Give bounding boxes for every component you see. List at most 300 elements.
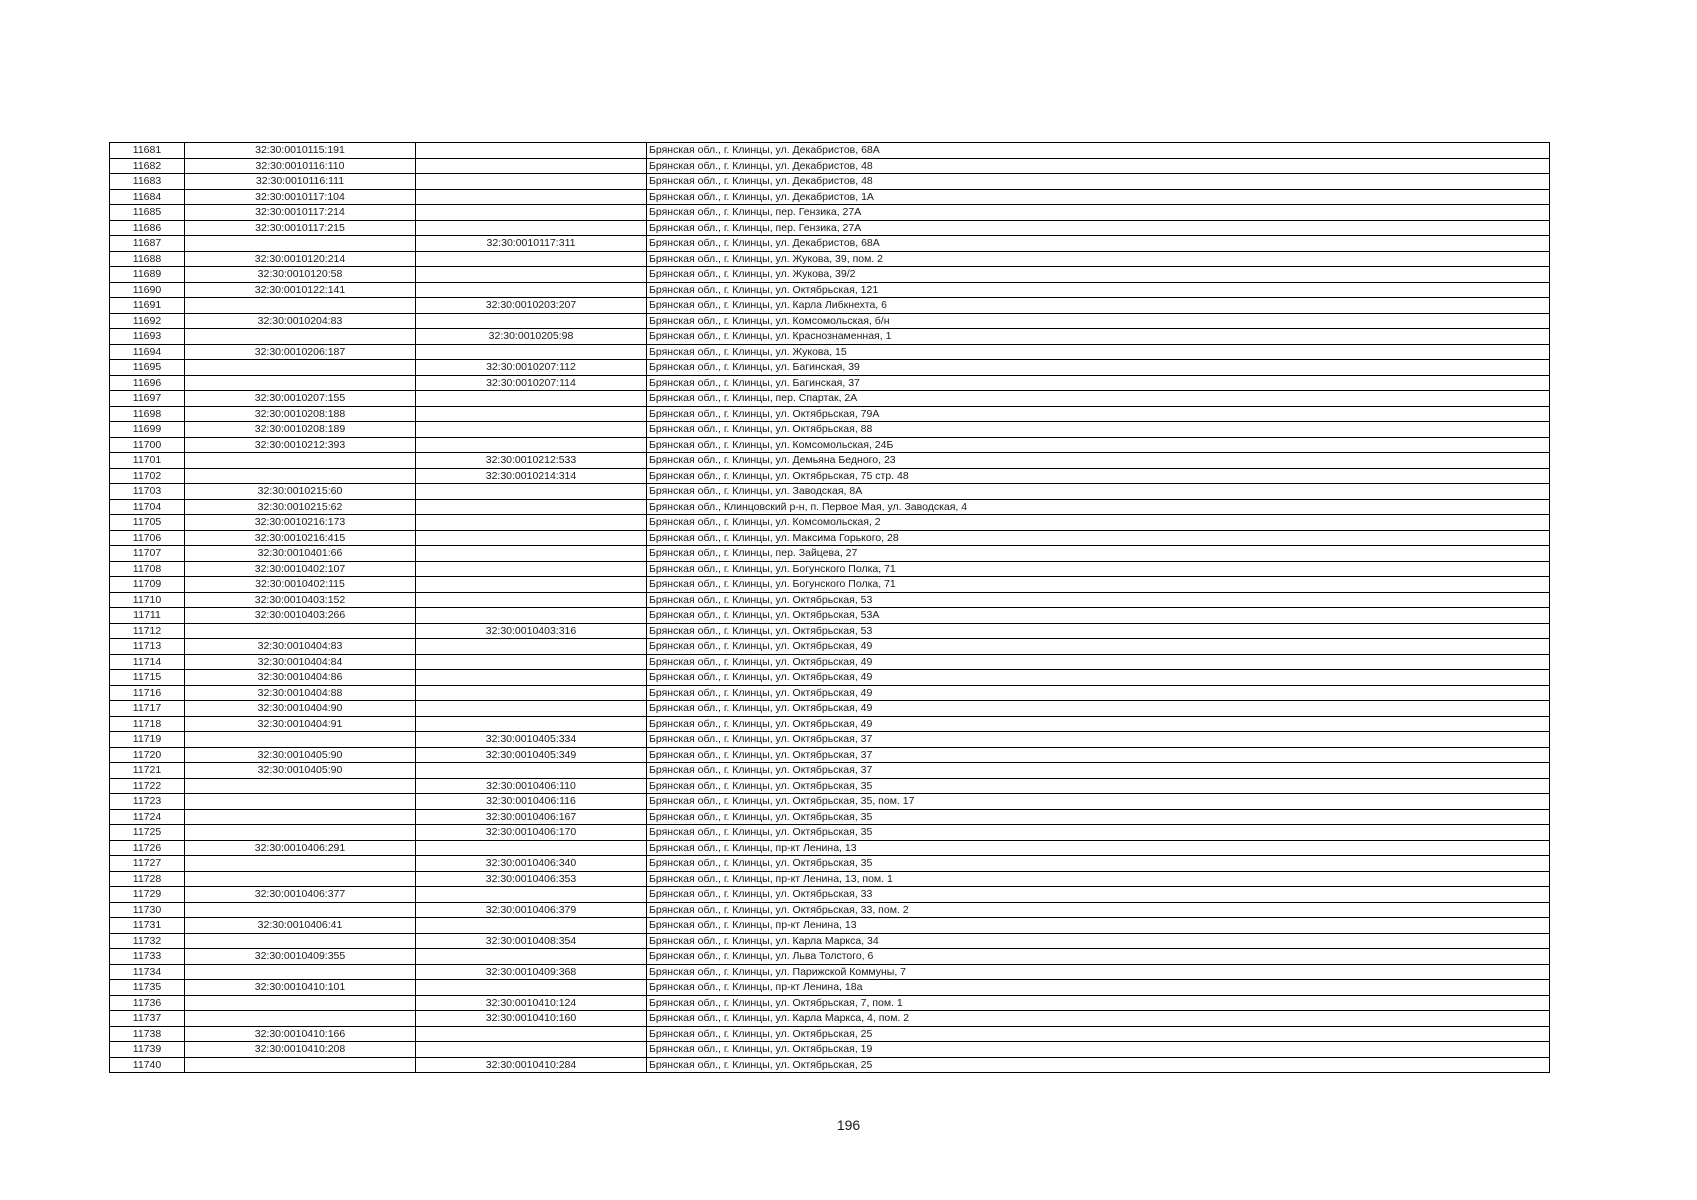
cadastral-number-cell: [185, 732, 416, 748]
address-cell: Брянская обл., г. Клинцы, ул. Богунского Полка, 71: [647, 577, 1550, 593]
row-number-cell: 11681: [110, 143, 185, 159]
table-row: [110, 654, 1550, 670]
address-cell: Брянская обл., г. Клинцы, ул. Декабристов, 48: [647, 174, 1550, 190]
address-cell: Брянская обл., г. Клинцы, ул. Демьяна Бедного, 23: [647, 453, 1550, 469]
building-cadastral-number-cell: [416, 980, 647, 996]
building-cadastral-number-cell: 32:30:0010405:334: [416, 732, 647, 748]
cadastral-number-cell: [185, 964, 416, 980]
table-row: [110, 747, 1550, 763]
cadastral-number-cell: 32:30:0010204:83: [185, 313, 416, 329]
address-cell: Брянская обл., г. Клинцы, ул. Октябрьская, 79А: [647, 406, 1550, 422]
address-cell: Брянская обл., г. Клинцы, ул. Карла Маркса, 4, пом. 2: [647, 1011, 1550, 1027]
building-cadastral-number-cell: [416, 251, 647, 267]
building-cadastral-number-cell: [416, 592, 647, 608]
building-cadastral-number-cell: [416, 670, 647, 686]
address-cell: Брянская обл., г. Клинцы, ул. Октябрьская, 121: [647, 282, 1550, 298]
table-row: [110, 639, 1550, 655]
table-row: [110, 251, 1550, 267]
row-number-cell: 11684: [110, 189, 185, 205]
building-cadastral-number-cell: [416, 282, 647, 298]
building-cadastral-number-cell: [416, 267, 647, 283]
building-cadastral-number-cell: [416, 499, 647, 515]
building-cadastral-number-cell: [416, 716, 647, 732]
table-row: [110, 871, 1550, 887]
address-cell: Брянская обл., г. Клинцы, пр-кт Ленина, 13: [647, 918, 1550, 934]
row-number-cell: 11713: [110, 639, 185, 655]
row-number-cell: 11736: [110, 995, 185, 1011]
address-cell: Брянская обл., г. Клинцы, ул. Октябрьская, 49: [647, 701, 1550, 717]
cadastral-number-cell: [185, 995, 416, 1011]
building-cadastral-number-cell: [416, 143, 647, 159]
cadastral-number-cell: 32:30:0010404:91: [185, 716, 416, 732]
address-cell: Брянская обл., г. Клинцы, ул. Октябрьская, 35, пом. 17: [647, 794, 1550, 810]
cadastral-number-cell: 32:30:0010405:90: [185, 747, 416, 763]
building-cadastral-number-cell: [416, 422, 647, 438]
cadastral-number-cell: 32:30:0010117:104: [185, 189, 416, 205]
building-cadastral-number-cell: 32:30:0010406:340: [416, 856, 647, 872]
table-row: [110, 685, 1550, 701]
row-number-cell: 11722: [110, 778, 185, 794]
table-row: [110, 561, 1550, 577]
building-cadastral-number-cell: [416, 1042, 647, 1058]
building-cadastral-number-cell: [416, 685, 647, 701]
address-cell: Брянская обл., г. Клинцы, ул. Октябрьская, 33, пом. 2: [647, 902, 1550, 918]
row-number-cell: 11731: [110, 918, 185, 934]
row-number-cell: 11695: [110, 360, 185, 376]
building-cadastral-number-cell: [416, 158, 647, 174]
cadastral-number-cell: 32:30:0010405:90: [185, 763, 416, 779]
address-cell: Брянская обл., г. Клинцы, пр-кт Ленина, 13, пом. 1: [647, 871, 1550, 887]
row-number-cell: 11707: [110, 546, 185, 562]
table-row: [110, 1057, 1550, 1073]
table-row: [110, 577, 1550, 593]
cadastral-number-cell: 32:30:0010404:84: [185, 654, 416, 670]
address-cell: Брянская обл., г. Клинцы, ул. Октябрьская, 49: [647, 639, 1550, 655]
row-number-cell: 11739: [110, 1042, 185, 1058]
row-number-cell: 11716: [110, 685, 185, 701]
row-number-cell: 11710: [110, 592, 185, 608]
address-cell: Брянская обл., г. Клинцы, ул. Октябрьская, 33: [647, 887, 1550, 903]
cadastral-number-cell: [185, 871, 416, 887]
row-number-cell: 11720: [110, 747, 185, 763]
row-number-cell: 11733: [110, 949, 185, 965]
row-number-cell: 11712: [110, 623, 185, 639]
cadastral-number-cell: [185, 375, 416, 391]
cadastral-number-cell: [185, 623, 416, 639]
table-row: [110, 856, 1550, 872]
address-cell: Брянская обл., г. Клинцы, пер. Спартак, 2А: [647, 391, 1550, 407]
row-number-cell: 11693: [110, 329, 185, 345]
address-cell: Брянская обл., г. Клинцы, ул. Багинская, 37: [647, 375, 1550, 391]
cadastral-number-cell: 32:30:0010404:88: [185, 685, 416, 701]
building-cadastral-number-cell: 32:30:0010409:368: [416, 964, 647, 980]
building-cadastral-number-cell: [416, 887, 647, 903]
row-number-cell: 11706: [110, 530, 185, 546]
address-cell: Брянская обл., г. Клинцы, ул. Октябрьская, 37: [647, 747, 1550, 763]
cadastral-number-cell: [185, 856, 416, 872]
register-table-body: [110, 143, 1550, 1073]
table-row: [110, 716, 1550, 732]
table-row: [110, 236, 1550, 252]
cadastral-number-cell: 32:30:0010208:188: [185, 406, 416, 422]
building-cadastral-number-cell: [416, 949, 647, 965]
row-number-cell: 11686: [110, 220, 185, 236]
row-number-cell: 11724: [110, 809, 185, 825]
cadastral-number-cell: 32:30:0010115:191: [185, 143, 416, 159]
table-row: [110, 670, 1550, 686]
address-cell: Брянская обл., г. Клинцы, ул. Октябрьская, 25: [647, 1026, 1550, 1042]
row-number-cell: 11694: [110, 344, 185, 360]
cadastral-number-cell: 32:30:0010216:415: [185, 530, 416, 546]
table-row: [110, 375, 1550, 391]
table-row: [110, 344, 1550, 360]
address-cell: Брянская обл., г. Клинцы, ул. Октябрьская, 37: [647, 763, 1550, 779]
address-cell: Брянская обл., г. Клинцы, ул. Карла Либкнехта, 6: [647, 298, 1550, 314]
table-row: [110, 406, 1550, 422]
address-cell: Брянская обл., г. Клинцы, ул. Багинская, 39: [647, 360, 1550, 376]
table-row: [110, 205, 1550, 221]
building-cadastral-number-cell: [416, 654, 647, 670]
address-cell: Брянская обл., г. Клинцы, ул. Декабристов, 68А: [647, 143, 1550, 159]
table-row: [110, 608, 1550, 624]
address-cell: Брянская обл., г. Клинцы, ул. Октябрьская, 25: [647, 1057, 1550, 1073]
table-row: [110, 391, 1550, 407]
table-row: [110, 282, 1550, 298]
cadastral-number-cell: 32:30:0010122:141: [185, 282, 416, 298]
row-number-cell: 11688: [110, 251, 185, 267]
table-row: [110, 592, 1550, 608]
address-cell: Брянская обл., г. Клинцы, ул. Комсомольская, б/н: [647, 313, 1550, 329]
building-cadastral-number-cell: 32:30:0010403:316: [416, 623, 647, 639]
building-cadastral-number-cell: 32:30:0010212:533: [416, 453, 647, 469]
address-cell: Брянская обл., г. Клинцы, ул. Октябрьская, 75 стр. 48: [647, 468, 1550, 484]
building-cadastral-number-cell: [416, 1026, 647, 1042]
table-row: [110, 763, 1550, 779]
address-cell: Брянская обл., г. Клинцы, ул. Льва Толстого, 6: [647, 949, 1550, 965]
table-row: [110, 1026, 1550, 1042]
address-cell: Брянская обл., г. Клинцы, ул. Комсомольская, 24Б: [647, 437, 1550, 453]
building-cadastral-number-cell: 32:30:0010408:354: [416, 933, 647, 949]
row-number-cell: 11717: [110, 701, 185, 717]
cadastral-number-cell: 32:30:0010208:189: [185, 422, 416, 438]
building-cadastral-number-cell: [416, 530, 647, 546]
table-row: [110, 267, 1550, 283]
row-number-cell: 11734: [110, 964, 185, 980]
cadastral-number-cell: 32:30:0010410:101: [185, 980, 416, 996]
row-number-cell: 11719: [110, 732, 185, 748]
table-row: [110, 189, 1550, 205]
table-row: [110, 732, 1550, 748]
cadastral-number-cell: [185, 778, 416, 794]
address-cell: Брянская обл., г. Клинцы, ул. Октябрьская, 19: [647, 1042, 1550, 1058]
cadastral-number-cell: [185, 933, 416, 949]
address-cell: Брянская обл., г. Клинцы, ул. Комсомольская, 2: [647, 515, 1550, 531]
address-cell: Брянская обл., г. Клинцы, ул. Октябрьская, 53А: [647, 608, 1550, 624]
table-row: [110, 360, 1550, 376]
table-row: [110, 794, 1550, 810]
address-cell: Брянская обл., г. Клинцы, пер. Гензика, 27А: [647, 205, 1550, 221]
table-row: [110, 902, 1550, 918]
row-number-cell: 11697: [110, 391, 185, 407]
cadastral-number-cell: [185, 825, 416, 841]
row-number-cell: 11737: [110, 1011, 185, 1027]
table-row: [110, 701, 1550, 717]
table-row: [110, 453, 1550, 469]
building-cadastral-number-cell: 32:30:0010207:112: [416, 360, 647, 376]
address-cell: Брянская обл., г. Клинцы, ул. Октябрьская, 53: [647, 592, 1550, 608]
cadastral-number-cell: 32:30:0010117:215: [185, 220, 416, 236]
address-cell: Брянская обл., г. Клинцы, ул. Октябрьская, 49: [647, 685, 1550, 701]
table-row: [110, 825, 1550, 841]
row-number-cell: 11699: [110, 422, 185, 438]
table-row: [110, 1011, 1550, 1027]
address-cell: Брянская обл., г. Клинцы, ул. Октябрьская, 37: [647, 732, 1550, 748]
building-cadastral-number-cell: 32:30:0010410:160: [416, 1011, 647, 1027]
table-row: [110, 933, 1550, 949]
cadastral-number-cell: 32:30:0010215:60: [185, 484, 416, 500]
cadastral-number-cell: [185, 360, 416, 376]
cadastral-number-cell: 32:30:0010206:187: [185, 344, 416, 360]
row-number-cell: 11683: [110, 174, 185, 190]
cadastral-number-cell: 32:30:0010403:152: [185, 592, 416, 608]
row-number-cell: 11704: [110, 499, 185, 515]
row-number-cell: 11711: [110, 608, 185, 624]
address-cell: Брянская обл., г. Клинцы, ул. Октябрьская, 35: [647, 809, 1550, 825]
table-row: [110, 329, 1550, 345]
row-number-cell: 11723: [110, 794, 185, 810]
table-row: [110, 918, 1550, 934]
table-row: [110, 778, 1550, 794]
row-number-cell: 11685: [110, 205, 185, 221]
cadastral-number-cell: 32:30:0010406:291: [185, 840, 416, 856]
cadastral-number-cell: 32:30:0010404:83: [185, 639, 416, 655]
row-number-cell: 11735: [110, 980, 185, 996]
cadastral-number-cell: [185, 298, 416, 314]
address-cell: Брянская обл., г. Клинцы, ул. Октябрьская, 53: [647, 623, 1550, 639]
cadastral-number-cell: 32:30:0010212:393: [185, 437, 416, 453]
address-cell: Брянская обл., г. Клинцы, ул. Богунского Полка, 71: [647, 561, 1550, 577]
building-cadastral-number-cell: [416, 205, 647, 221]
row-number-cell: 11732: [110, 933, 185, 949]
building-cadastral-number-cell: [416, 484, 647, 500]
table-row: [110, 887, 1550, 903]
table-row: [110, 980, 1550, 996]
table-row: [110, 530, 1550, 546]
building-cadastral-number-cell: 32:30:0010406:116: [416, 794, 647, 810]
address-cell: Брянская обл., г. Клинцы, пер. Зайцева, 27: [647, 546, 1550, 562]
building-cadastral-number-cell: 32:30:0010205:98: [416, 329, 647, 345]
table-row: [110, 949, 1550, 965]
property-register-table: [109, 142, 1550, 1073]
row-number-cell: 11721: [110, 763, 185, 779]
building-cadastral-number-cell: [416, 515, 647, 531]
address-cell: Брянская обл., г. Клинцы, ул. Октябрьская, 35: [647, 825, 1550, 841]
building-cadastral-number-cell: [416, 608, 647, 624]
address-cell: Брянская обл., г. Клинцы, ул. Заводская, 8А: [647, 484, 1550, 500]
address-cell: Брянская обл., г. Клинцы, ул. Октябрьская, 49: [647, 716, 1550, 732]
table-row: [110, 468, 1550, 484]
row-number-cell: 11690: [110, 282, 185, 298]
address-cell: Брянская обл., г. Клинцы, ул. Парижской Коммуны, 7: [647, 964, 1550, 980]
address-cell: Брянская обл., г. Клинцы, ул. Декабристов, 68А: [647, 236, 1550, 252]
building-cadastral-number-cell: 32:30:0010406:167: [416, 809, 647, 825]
table-row: [110, 995, 1550, 1011]
building-cadastral-number-cell: [416, 189, 647, 205]
building-cadastral-number-cell: [416, 763, 647, 779]
cadastral-number-cell: [185, 236, 416, 252]
building-cadastral-number-cell: [416, 391, 647, 407]
row-number-cell: 11740: [110, 1057, 185, 1073]
cadastral-number-cell: 32:30:0010404:90: [185, 701, 416, 717]
cadastral-number-cell: [185, 1011, 416, 1027]
address-cell: Брянская обл., г. Клинцы, ул. Краснознаменная, 1: [647, 329, 1550, 345]
table-row: [110, 546, 1550, 562]
address-cell: Брянская обл., г. Клинцы, ул. Октябрьская, 88: [647, 422, 1550, 438]
table-row: [110, 437, 1550, 453]
address-cell: Брянская обл., г. Клинцы, пр-кт Ленина, 13: [647, 840, 1550, 856]
table-row: [110, 964, 1550, 980]
building-cadastral-number-cell: [416, 701, 647, 717]
address-cell: Брянская обл., г. Клинцы, ул. Карла Маркса, 34: [647, 933, 1550, 949]
cadastral-number-cell: 32:30:0010116:110: [185, 158, 416, 174]
cadastral-number-cell: 32:30:0010120:214: [185, 251, 416, 267]
table-row: [110, 515, 1550, 531]
cadastral-number-cell: 32:30:0010216:173: [185, 515, 416, 531]
table-row: [110, 220, 1550, 236]
row-number-cell: 11730: [110, 902, 185, 918]
cadastral-number-cell: [185, 902, 416, 918]
row-number-cell: 11689: [110, 267, 185, 283]
building-cadastral-number-cell: 32:30:0010406:110: [416, 778, 647, 794]
table-row: [110, 174, 1550, 190]
row-number-cell: 11728: [110, 871, 185, 887]
cadastral-number-cell: [185, 809, 416, 825]
building-cadastral-number-cell: 32:30:0010410:284: [416, 1057, 647, 1073]
address-cell: Брянская обл., г. Клинцы, пер. Гензика, 27А: [647, 220, 1550, 236]
address-cell: Брянская обл., г. Клинцы, ул. Декабристов, 48: [647, 158, 1550, 174]
cadastral-number-cell: 32:30:0010410:208: [185, 1042, 416, 1058]
row-number-cell: 11708: [110, 561, 185, 577]
building-cadastral-number-cell: [416, 437, 647, 453]
building-cadastral-number-cell: [416, 840, 647, 856]
building-cadastral-number-cell: [416, 546, 647, 562]
building-cadastral-number-cell: 32:30:0010406:353: [416, 871, 647, 887]
row-number-cell: 11709: [110, 577, 185, 593]
building-cadastral-number-cell: [416, 174, 647, 190]
building-cadastral-number-cell: 32:30:0010406:379: [416, 902, 647, 918]
row-number-cell: 11691: [110, 298, 185, 314]
row-number-cell: 11726: [110, 840, 185, 856]
row-number-cell: 11702: [110, 468, 185, 484]
cadastral-number-cell: [185, 453, 416, 469]
row-number-cell: 11718: [110, 716, 185, 732]
table-row: [110, 809, 1550, 825]
building-cadastral-number-cell: [416, 577, 647, 593]
row-number-cell: 11738: [110, 1026, 185, 1042]
row-number-cell: 11682: [110, 158, 185, 174]
row-number-cell: 11701: [110, 453, 185, 469]
cadastral-number-cell: 32:30:0010410:166: [185, 1026, 416, 1042]
table-row: [110, 484, 1550, 500]
row-number-cell: 11729: [110, 887, 185, 903]
building-cadastral-number-cell: 32:30:0010406:170: [416, 825, 647, 841]
table-row: [110, 313, 1550, 329]
address-cell: Брянская обл., Клинцовский р-н, п. Первое Мая, ул. Заводская, 4: [647, 499, 1550, 515]
cadastral-number-cell: 32:30:0010401:66: [185, 546, 416, 562]
row-number-cell: 11700: [110, 437, 185, 453]
address-cell: Брянская обл., г. Клинцы, ул. Жукова, 15: [647, 344, 1550, 360]
table-row: [110, 623, 1550, 639]
address-cell: Брянская обл., г. Клинцы, ул. Октябрьская, 35: [647, 856, 1550, 872]
table-row: [110, 422, 1550, 438]
cadastral-number-cell: 32:30:0010116:111: [185, 174, 416, 190]
table-row: [110, 143, 1550, 159]
cadastral-number-cell: 32:30:0010215:62: [185, 499, 416, 515]
cadastral-number-cell: 32:30:0010402:115: [185, 577, 416, 593]
building-cadastral-number-cell: 32:30:0010214:314: [416, 468, 647, 484]
row-number-cell: 11696: [110, 375, 185, 391]
cadastral-number-cell: 32:30:0010117:214: [185, 205, 416, 221]
building-cadastral-number-cell: [416, 344, 647, 360]
cadastral-number-cell: 32:30:0010402:107: [185, 561, 416, 577]
cadastral-number-cell: [185, 794, 416, 810]
row-number-cell: 11727: [110, 856, 185, 872]
cadastral-number-cell: [185, 329, 416, 345]
cadastral-number-cell: 32:30:0010207:155: [185, 391, 416, 407]
page-number: 196: [836, 1117, 861, 1133]
cadastral-number-cell: 32:30:0010406:41: [185, 918, 416, 934]
cadastral-number-cell: 32:30:0010406:377: [185, 887, 416, 903]
row-number-cell: 11687: [110, 236, 185, 252]
table-row: [110, 840, 1550, 856]
building-cadastral-number-cell: [416, 918, 647, 934]
building-cadastral-number-cell: [416, 220, 647, 236]
building-cadastral-number-cell: [416, 406, 647, 422]
address-cell: Брянская обл., г. Клинцы, ул. Жукова, 39/2: [647, 267, 1550, 283]
row-number-cell: 11714: [110, 654, 185, 670]
cadastral-number-cell: [185, 468, 416, 484]
row-number-cell: 11698: [110, 406, 185, 422]
building-cadastral-number-cell: [416, 639, 647, 655]
row-number-cell: 11692: [110, 313, 185, 329]
table-row: [110, 158, 1550, 174]
table-row: [110, 298, 1550, 314]
row-number-cell: 11725: [110, 825, 185, 841]
address-cell: Брянская обл., г. Клинцы, пр-кт Ленина, 18а: [647, 980, 1550, 996]
cadastral-number-cell: 32:30:0010403:266: [185, 608, 416, 624]
cadastral-number-cell: 32:30:0010409:355: [185, 949, 416, 965]
building-cadastral-number-cell: 32:30:0010117:311: [416, 236, 647, 252]
address-cell: Брянская обл., г. Клинцы, ул. Октябрьская, 49: [647, 654, 1550, 670]
building-cadastral-number-cell: 32:30:0010405:349: [416, 747, 647, 763]
address-cell: Брянская обл., г. Клинцы, ул. Октябрьская, 7, пом. 1: [647, 995, 1550, 1011]
row-number-cell: 11715: [110, 670, 185, 686]
table-row: [110, 1042, 1550, 1058]
building-cadastral-number-cell: 32:30:0010207:114: [416, 375, 647, 391]
row-number-cell: 11703: [110, 484, 185, 500]
address-cell: Брянская обл., г. Клинцы, ул. Октябрьская, 49: [647, 670, 1550, 686]
cadastral-number-cell: [185, 1057, 416, 1073]
address-cell: Брянская обл., г. Клинцы, ул. Декабристов, 1А: [647, 189, 1550, 205]
building-cadastral-number-cell: [416, 561, 647, 577]
table-row: [110, 499, 1550, 515]
cadastral-number-cell: 32:30:0010404:86: [185, 670, 416, 686]
building-cadastral-number-cell: 32:30:0010410:124: [416, 995, 647, 1011]
building-cadastral-number-cell: [416, 313, 647, 329]
address-cell: Брянская обл., г. Клинцы, ул. Максима Горького, 28: [647, 530, 1550, 546]
row-number-cell: 11705: [110, 515, 185, 531]
address-cell: Брянская обл., г. Клинцы, ул. Жукова, 39, пом. 2: [647, 251, 1550, 267]
